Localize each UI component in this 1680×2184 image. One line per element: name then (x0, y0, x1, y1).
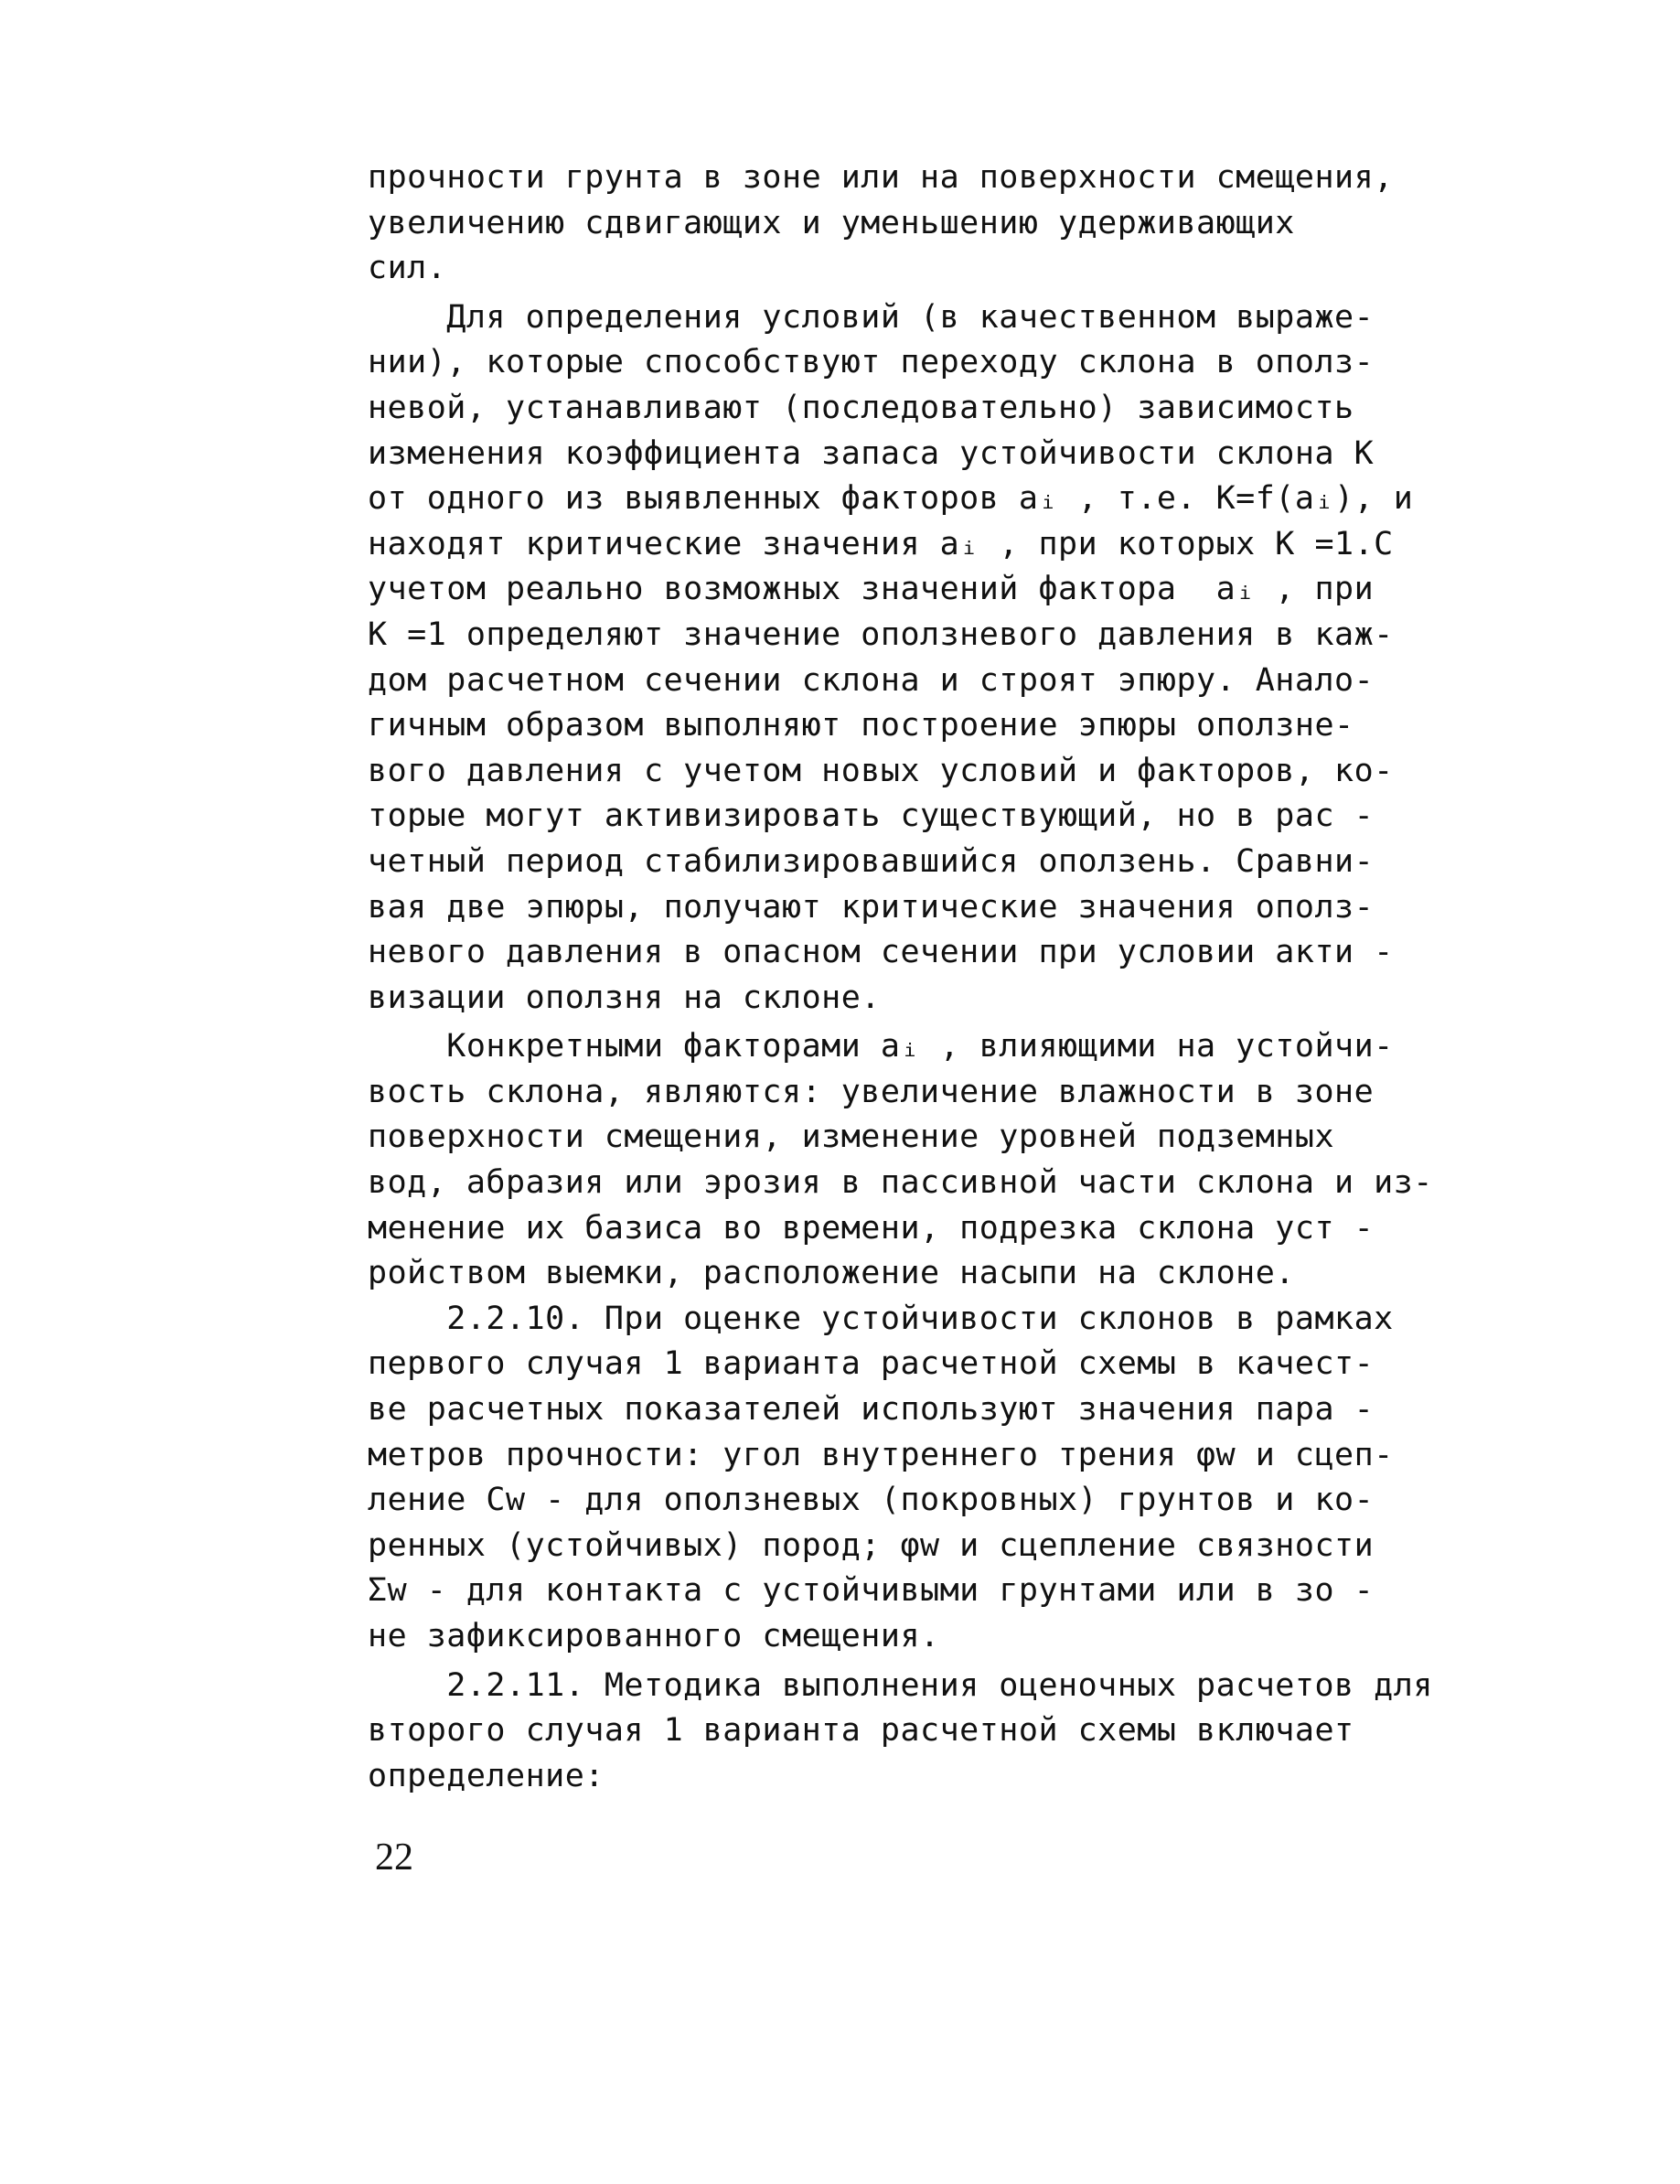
text-line: определение: (368, 1757, 605, 1794)
text-line: второго случая 1 варианта расчетной схемы включает (368, 1712, 1354, 1750)
text-line: гичным образом выполняют построение эпюры оползне- (368, 707, 1354, 744)
text-line: вая две эпюры, получают критические значения ополз- (368, 888, 1375, 926)
text-line: нии), которые способствуют переходу склона в ополз- (368, 344, 1375, 381)
text-line: поверхности смещения, изменение уровней подземных (368, 1119, 1335, 1156)
text-line: увеличению сдвигающих и уменьшению удерживающих (368, 204, 1295, 241)
text-line: находят критические значения aᵢ , при которых K =1.С (368, 525, 1394, 562)
text-line: не зафиксированного смещения. (368, 1618, 940, 1654)
text-line: визации оползня на склоне. (368, 979, 881, 1016)
text-line: вод, абразия или эрозия в пассивной части склона и из- (368, 1164, 1433, 1202)
text-line: сил. (368, 250, 447, 287)
text-line: вость склона, являются: увеличение влажности в зоне (368, 1073, 1375, 1110)
text-line: 2.2.10. При оценке устойчивости склонов в рамках (368, 1300, 1394, 1337)
text-line: менение их базиса во времени, подрезка склона уст - (368, 1209, 1375, 1247)
text-line: 2.2.11. Методика выполнения оценочных расчетов для (368, 1666, 1433, 1704)
text-line: вого давления с учетом новых условий и факторов, ко- (368, 752, 1394, 789)
text-line: ренных (устойчивых) пород; φw и сцепление связности (368, 1526, 1375, 1564)
text-line: Σw - для контакта с устойчивыми грунтами или в зо - (368, 1572, 1375, 1610)
page-number: 22 (375, 1836, 413, 1879)
text-line: K =1 определяют значение оползневого давления в каж- (368, 616, 1394, 653)
text-line: ление Cw - для оползневых (покровных) грунтов и ко- (368, 1482, 1375, 1519)
text-line: изменения коэффициента запаса устойчивости склона K (368, 434, 1375, 472)
text-line: от одного из выявленных факторов aᵢ , т.е. K=f(aᵢ), и (368, 480, 1414, 518)
document-body (368, 155, 1534, 1799)
text-line: ве расчетных показателей используют значения пара - (368, 1391, 1375, 1429)
text-line: первого случая 1 варианта расчетной схемы в качест- (368, 1345, 1375, 1383)
text-line: Для определения условий (в качественном выраже- (368, 298, 1375, 336)
text-line: ройством выемки, расположение насыпи на склоне. (368, 1255, 1295, 1292)
text-line: учетом реально возможных значений фактора aᵢ , при (368, 571, 1375, 608)
text-line: торые могут активизировать существующий, но в рас - (368, 798, 1375, 835)
text-line: невого давления в опасном сечении при условии акти - (368, 934, 1394, 971)
text-line: дом расчетном сечении склона и строят эпюру. Анало- (368, 661, 1375, 699)
text-line: Конкретными факторами aᵢ , влияющими на устойчи- (368, 1028, 1394, 1065)
text-line: метров прочности: угол внутреннего трения φw и сцеп- (368, 1436, 1394, 1473)
text-line: невой, устанавливают (последовательно) зависимость (368, 389, 1354, 426)
text-line: прочности грунта в зоне или на поверхности смещения, (368, 159, 1394, 196)
text-line: четный период стабилизировавшийся оползень. Сравни- (368, 842, 1375, 880)
